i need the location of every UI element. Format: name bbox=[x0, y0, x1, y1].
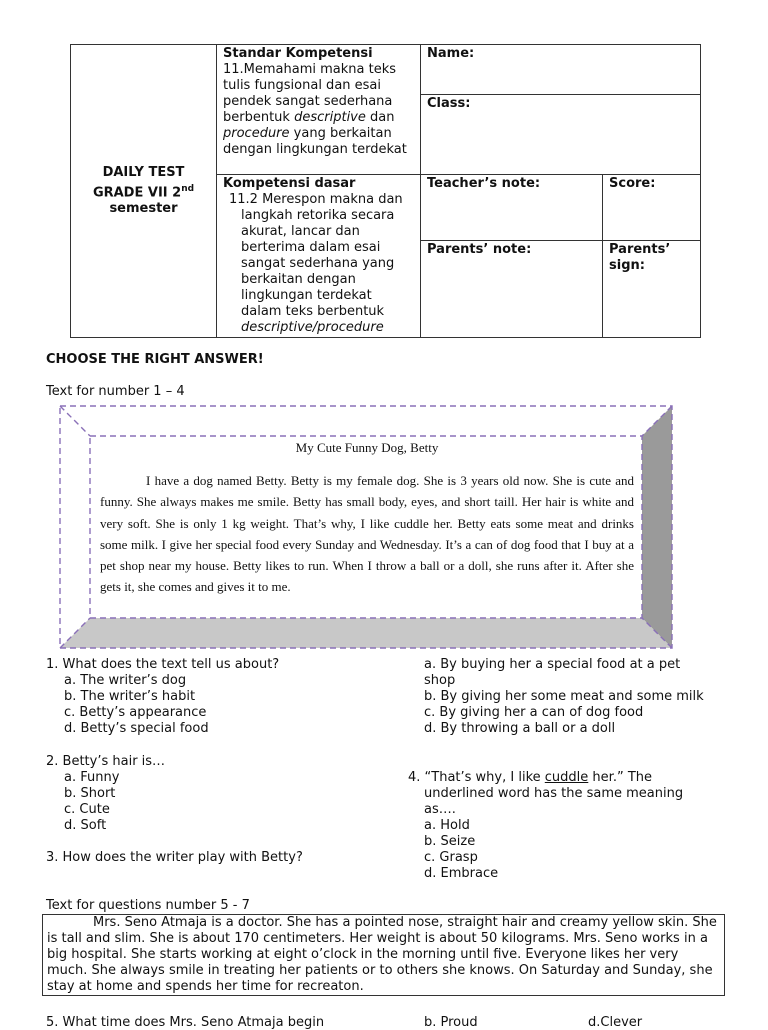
underlined-word: cuddle bbox=[544, 770, 589, 785]
kompetensi-dasar-cell bbox=[217, 175, 421, 338]
test-title-sup: nd bbox=[181, 183, 195, 194]
q-option-d-bottom[interactable]: d.Clever bbox=[588, 1015, 643, 1030]
q2-option-a[interactable]: a. Funny bbox=[64, 770, 120, 785]
test-title-cell bbox=[71, 45, 217, 338]
header-table bbox=[70, 44, 701, 338]
score-label: Score: bbox=[609, 176, 656, 191]
q4-option-c[interactable]: c. Grasp bbox=[424, 850, 478, 865]
question-1: 1. What does the text tell us about? a. The writer’s dog b. The writer’s habit c. Betty’s appearance d. Betty’s special food bbox=[46, 657, 280, 736]
kd-text: 11.2 Merespon makna dan langkah retorika secara akurat, lancar dan berterima dalam esai sangat sederhana yang berkaitan dengan lingkungan terdekat dalam teks berbentuk descriptive/procedure bbox=[229, 192, 403, 335]
question-4: 4. “That’s why, I like cuddle her.” The underlined word has the same meaning as…. a. Hold b. Seize c. Grasp d. Embrace bbox=[408, 770, 708, 882]
question-3-options bbox=[424, 657, 714, 737]
q1-option-b[interactable]: b. The writer’s habit bbox=[64, 689, 196, 704]
q1-option-d[interactable]: d. Betty’s special food bbox=[64, 721, 209, 736]
q3-option-c[interactable]: c. By giving her a can of dog food bbox=[424, 705, 644, 720]
standar-kompetensi-cell bbox=[217, 45, 421, 175]
question-3: 3. How does the writer play with Betty? bbox=[46, 850, 303, 865]
q2-option-c[interactable]: c. Cute bbox=[64, 802, 110, 817]
q3-option-b[interactable]: b. By giving her some meat and some milk bbox=[424, 689, 704, 704]
story-body: I have a dog named Betty. Betty is my female dog. She is 3 years old now. She is cute and funny. She always makes me smile. Betty has small body, eyes, and short taill. Her hair is white and very soft. She is only 1 kg weight. That’s why, I like cuddle her. Betty eats some meat and drinks some milk. I give her special food every Sunday and Wednesday. It’s a can of dog food that I buy at a pet shop near my house. Betty likes to run. When I throw a ball or a doll, she runs after it. After she gets it, she comes and gives it to me. bbox=[100, 473, 634, 595]
q2-option-b[interactable]: b. Short bbox=[64, 786, 116, 801]
class-label: Class: bbox=[427, 96, 471, 111]
class-cell[interactable] bbox=[421, 95, 701, 175]
text2-box bbox=[42, 914, 725, 996]
text2-body: Mrs. Seno Atmaja is a doctor. She has a pointed nose, straight hair and creamy yellow skin. She is tall and slim. She is about 170 centimeters. Her weight is about 50 kilograms. Mrs. Seno works in a big hospital. She starts working at eight o’clock in the morning until five. Everyone likes her very much. She always smile in treating her patients or to others she knows. On Saturday and Sunday, she stay at home and spends her time for recreaton. bbox=[47, 915, 717, 994]
score-cell[interactable] bbox=[603, 175, 701, 241]
story-title: My Cute Funny Dog, Betty bbox=[295, 440, 439, 455]
question-2: 2. Betty’s hair is… a. Funny b. Short c. Cute d. Soft bbox=[46, 754, 166, 833]
q1-option-c[interactable]: c. Betty’s appearance bbox=[64, 705, 207, 720]
q3-option-a[interactable]: a. By buying her a special food at a pet shop bbox=[424, 657, 681, 688]
test-title: DAILY TEST GRADE VII 2 bbox=[92, 164, 185, 201]
text2-label: Text for questions number 5 - 7 bbox=[46, 898, 250, 913]
name-label: Name: bbox=[427, 46, 475, 61]
parents-note-label: Parents’ note: bbox=[427, 242, 532, 258]
parents-sign-cell[interactable] bbox=[603, 241, 701, 338]
q3-option-d[interactable]: d. By throwing a ball or a doll bbox=[424, 721, 616, 736]
kd-title: Kompetensi dasar bbox=[223, 176, 356, 191]
q1-option-a[interactable]: a. The writer’s dog bbox=[64, 673, 187, 688]
test-semester: semester bbox=[109, 201, 178, 217]
text1-label: Text for number 1 – 4 bbox=[46, 384, 185, 399]
q2-option-d[interactable]: d. Soft bbox=[64, 818, 107, 833]
q4-option-d[interactable]: d. Embrace bbox=[424, 866, 499, 881]
question-5-partial: 5. What time does Mrs. Seno Atmaja begin bbox=[46, 1015, 325, 1030]
q-option-b-bottom[interactable]: b. Proud bbox=[424, 1015, 478, 1030]
instruction: CHOOSE THE RIGHT ANSWER! bbox=[46, 352, 264, 367]
teacher-note-label: Teacher’s note: bbox=[427, 176, 541, 191]
teacher-note-cell[interactable] bbox=[421, 175, 603, 241]
sk-title: Standar Kompetensi bbox=[223, 46, 373, 61]
q4-option-a[interactable]: a. Hold bbox=[424, 818, 470, 833]
sk-text: 11.Memahami makna teks tulis fungsional dan esai pendek sangat sederhana berbentuk descriptive dan procedure yang berkaitan dengan lingkungan terdekat bbox=[223, 62, 407, 157]
name-cell[interactable] bbox=[421, 45, 701, 95]
q4-option-b[interactable]: b. Seize bbox=[424, 834, 476, 849]
parents-note-cell[interactable] bbox=[421, 241, 603, 338]
parents-sign-label: Parents’ sign: bbox=[609, 242, 671, 274]
